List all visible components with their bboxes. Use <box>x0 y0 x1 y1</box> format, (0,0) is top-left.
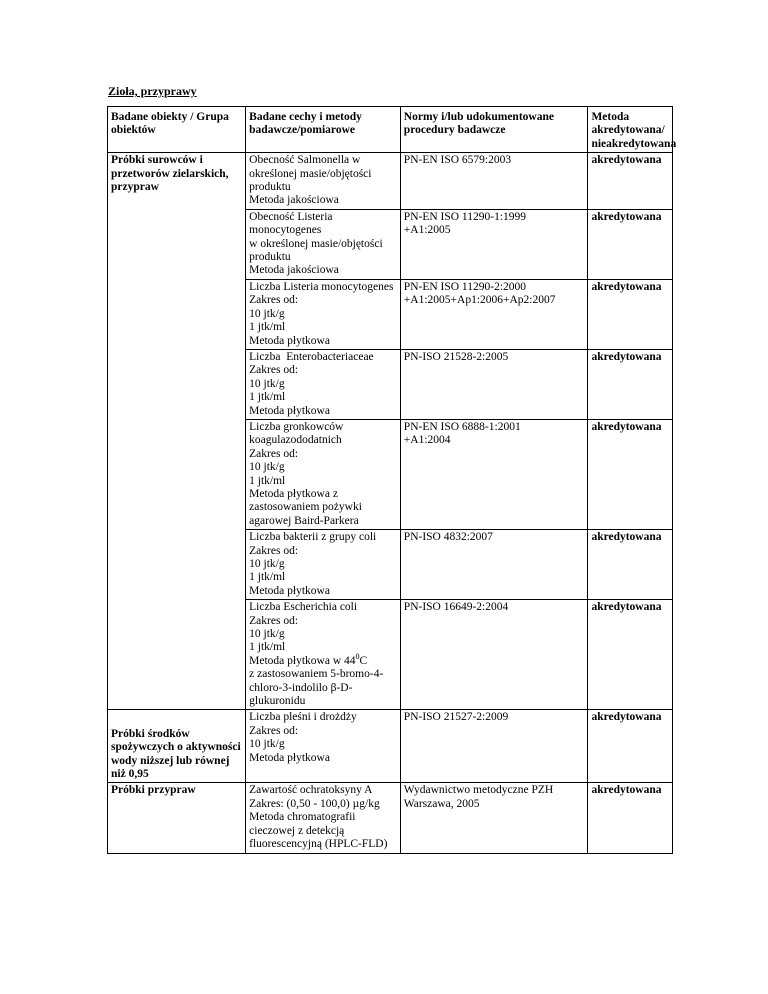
norm-cell <box>400 349 588 419</box>
feature-cell <box>246 600 401 710</box>
status-text: akredytowana <box>591 531 662 544</box>
status-text: akredytowana <box>591 420 662 433</box>
table-row <box>108 153 673 210</box>
norm-cell <box>400 209 588 279</box>
object-group-cell <box>108 710 246 783</box>
feature-cell <box>246 153 401 210</box>
status-text: akredytowana <box>591 154 662 167</box>
norm-cell <box>400 530 588 600</box>
status-cell <box>588 153 673 210</box>
feature-cell <box>246 209 401 279</box>
norm-cell <box>400 419 588 529</box>
feature-cell <box>246 530 401 600</box>
feature-text: Liczba Enterobacteriaceae Zakres od: 10 jtk/g 1 jtk/ml Metoda płytkowa <box>249 350 374 417</box>
feature-text: Liczba bakterii z grupy coli Zakres od: 10 jtk/g 1 jtk/ml Metoda płytkowa <box>249 531 377 597</box>
norm-text: PN-EN ISO 11290-1:1999 +A1:2005 <box>403 210 527 237</box>
norm-text: PN-ISO 21527-2:2009 <box>403 711 509 724</box>
feature-cell <box>246 710 401 783</box>
temperature-prefix: Metoda płytkowa w 44 <box>249 654 356 667</box>
section-title: Zioła, przyprawy <box>108 84 197 98</box>
status-text: akredytowana <box>591 210 662 223</box>
status-text: akredytowana <box>591 280 662 293</box>
header-norms: Normy i/lub udokumentowane procedury badawcze <box>400 107 588 153</box>
feature-text: Obecność Listeria monocytogenes w określonej masie/objętości produktu Metoda jakościowa <box>249 210 383 277</box>
norm-text: PN-ISO 21528-2:2005 <box>403 350 509 363</box>
norm-text: Wydawnictwo metodyczne PZH Warszawa, 2005 <box>403 784 556 810</box>
status-cell <box>588 209 673 279</box>
feature-temperature-line <box>249 652 397 668</box>
feature-line: Liczba Escherichia coli <box>249 601 358 614</box>
status-cell <box>588 600 673 710</box>
status-cell <box>588 710 673 783</box>
feature-cell <box>246 279 401 349</box>
header-objects: Badane obiekty / Grupa obiektów <box>108 107 246 153</box>
object-group-cell <box>108 153 246 710</box>
feature-cell <box>246 419 401 529</box>
feature-text: Liczba pleśni i drożdży Zakres od: 10 jtk/g Metoda płytkowa <box>249 711 357 764</box>
status-cell <box>588 783 673 853</box>
status-text: akredytowana <box>591 350 662 363</box>
norm-cell <box>400 279 588 349</box>
temperature-degree: 0 <box>355 652 360 662</box>
feature-text: Zawartość ochratoksyny A Zakres: (0,50 - 100,0) µg/kg Metoda chromatografii cieczowej z detekcją fluorescencyjną (HPLC-FLD) <box>249 784 388 851</box>
status-cell <box>588 530 673 600</box>
feature-line: Zakres od: <box>249 614 299 627</box>
norm-text: PN-EN ISO 6579:2003 <box>403 154 512 167</box>
status-cell <box>588 419 673 529</box>
feature-line: 1 jtk/ml <box>249 641 286 654</box>
norm-text: PN-EN ISO 11290-2:2000 +A1:2005+Ap1:2006+Ap2:2007 <box>403 280 556 307</box>
object-group-label: Próbki surowców i przetworów zielarskich, przypraw <box>111 154 229 194</box>
table-header-row <box>108 107 673 153</box>
norm-cell <box>400 153 588 210</box>
norm-text: PN-EN ISO 6888-1:2001 +A1:2004 <box>403 420 521 447</box>
feature-line: z zastosowaniem 5-bromo-4-chloro-3-indolilo β-D-glukuronidu <box>249 668 384 708</box>
feature-cell <box>246 783 401 853</box>
header-features: Badane cechy i metody badawcze/pomiarowe <box>246 107 401 153</box>
table-row <box>108 783 673 853</box>
status-cell <box>588 279 673 349</box>
status-text: akredytowana <box>591 784 662 797</box>
table-row <box>108 710 673 783</box>
norm-cell <box>400 600 588 710</box>
feature-line: 10 jtk/g <box>249 628 285 641</box>
methods-table <box>107 106 677 854</box>
feature-text: Obecność Salmonella w określonej masie/objętości produktu Metoda jakościowa <box>249 154 372 207</box>
norm-cell <box>400 710 588 783</box>
status-cell <box>588 349 673 419</box>
temperature-suffix: C <box>359 654 368 667</box>
norm-text: PN-ISO 16649-2:2004 <box>403 601 509 614</box>
object-group-label: Próbki środków spożywczych o aktywności wody niższej lub równej niż 0,95 <box>111 727 241 781</box>
header-accreditation: Metoda akredytowana/ nieakredytowana <box>588 107 673 153</box>
feature-cell <box>246 349 401 419</box>
norm-text: PN-ISO 4832:2007 <box>403 531 493 544</box>
norm-cell <box>400 783 588 853</box>
feature-text: Liczba gronkowców koagulazododatnich Zakres od: 10 jtk/g 1 jtk/ml Metoda płytkowa z zastosowaniem pożywki agarowej Baird-Parkera <box>249 420 362 527</box>
feature-text: Liczba Listeria monocytogenes Zakres od: 10 jtk/g 1 jtk/ml Metoda płytkowa <box>249 280 394 347</box>
object-group-label: Próbki przypraw <box>111 784 196 797</box>
status-text: akredytowana <box>591 601 662 614</box>
object-group-cell <box>108 783 246 853</box>
status-text: akredytowana <box>591 711 662 724</box>
